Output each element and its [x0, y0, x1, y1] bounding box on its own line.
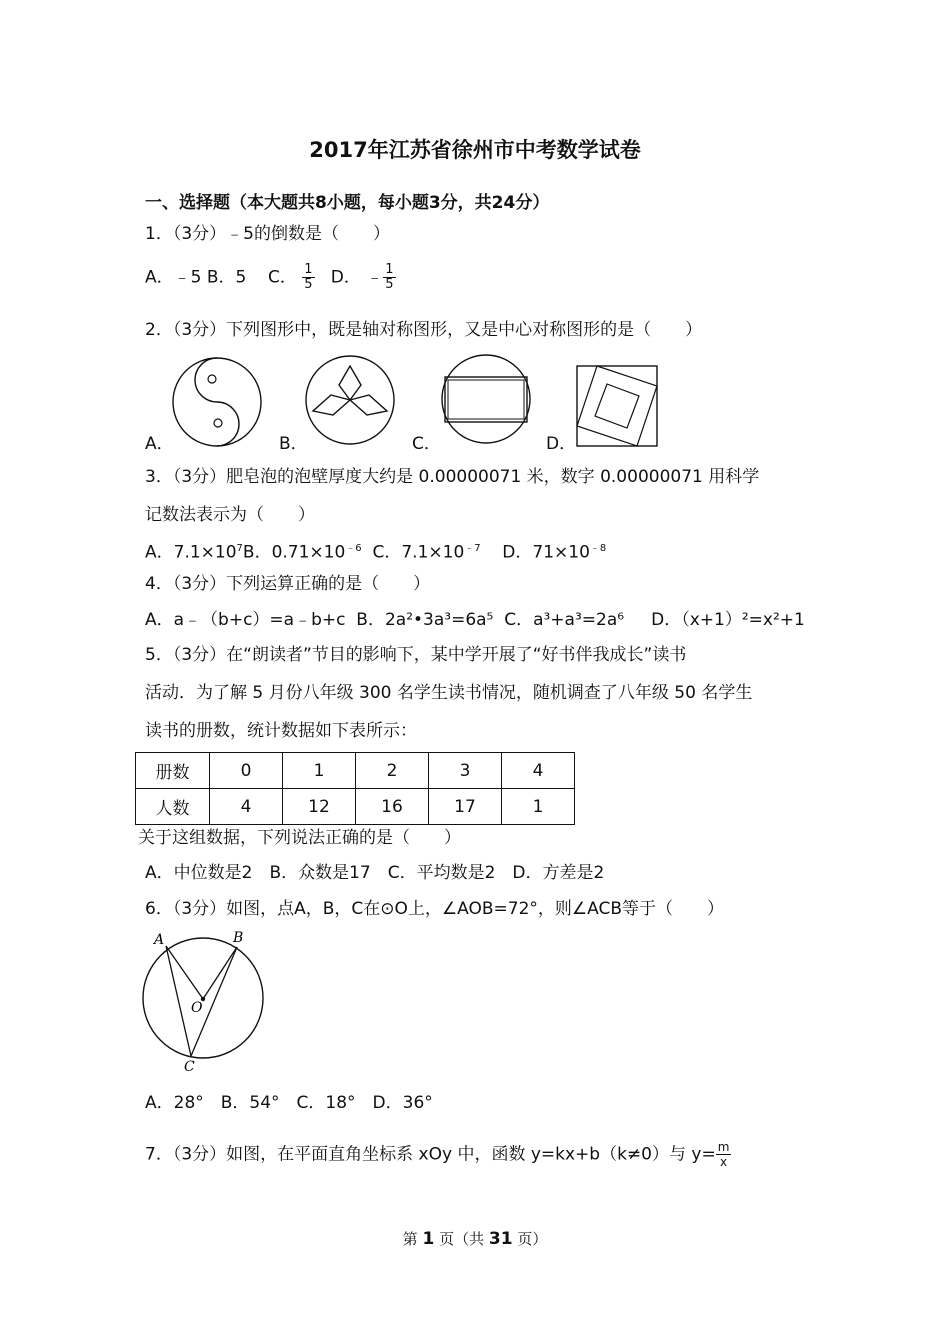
question-5-stem-line3: 读书的册数，统计数据如下表所示： [145, 721, 417, 741]
table-cell: 1 [502, 789, 575, 825]
q2-label-b: B． [279, 434, 308, 454]
q1-option-d: D． [330, 267, 361, 288]
table-cell: 人数 [136, 789, 210, 825]
section-heading: 一、选择题（本大题共8小题，每小题3分，共24分） [145, 193, 550, 213]
q1-option-c: C． [267, 267, 297, 288]
table-cell: 17 [429, 789, 502, 825]
table-cell: 4 [502, 753, 575, 789]
q3-option-a: A．7.1×10 [145, 542, 237, 563]
page-footer: 第 1 页（共 31 页） [402, 1229, 548, 1249]
table-cell: 12 [283, 789, 356, 825]
label-c: C [184, 1059, 195, 1075]
question-6-options: A．28° B．54° C．18° D．36° [145, 1093, 433, 1113]
q7-fraction: $\frac{m}{x}$ [717, 1140, 730, 1169]
label-o: O [191, 1000, 203, 1016]
table-cell: 4 [210, 789, 283, 825]
q1-option-b: B．5 [206, 267, 247, 288]
page-number: 1 [422, 1229, 435, 1249]
question-3-options: A．$7.1\times 10^7B$．$0.71\times 10^{﹣6}$ C．$7.1\times 10^{﹣7}$ D．$71\times 10^{﹣8}$ [145, 542, 607, 563]
question-5-stem-line1: 5．（3分）在“朗读者”节目的影响下，某中学开展了“好书伴我成长”读书 [145, 645, 687, 665]
question-3-stem-line1: 3．（3分）肥皂泡的泡壁厚度大约是 0.00000071 米，数字 0.00000071 用科学 [145, 467, 760, 487]
q3-option-b: B．0.71×10 [242, 542, 346, 563]
q1-fraction-d: $\frac{1}{5}$ [385, 262, 394, 292]
q4-option-c: C．a³+a³=2a⁶ [504, 610, 625, 630]
circle-rectangle-icon [439, 352, 534, 447]
three-diamond-icon [303, 353, 398, 448]
q4-option-b: B．2a²•3a³=6a⁵ [356, 610, 494, 630]
data-table [135, 752, 575, 825]
page-total: 31 [488, 1229, 513, 1249]
question-5-options: A．中位数是2 B．众数是17 C．平均数是2 D．方差是2 [145, 863, 605, 883]
table-cell: 16 [356, 789, 429, 825]
question-6-stem: 6．（3分）如图，点A，B，C在⊙O上，∠AOB=72°，则∠ACB等于（ ） [145, 899, 725, 919]
question-2-stem: 2．（3分）下列图形中，既是轴对称图形，又是中心对称图形的是（ ） [145, 320, 703, 340]
table-cell: 册数 [136, 753, 210, 789]
question-1-stem: 1．（3分）﹣5的倒数是（ ） [145, 224, 390, 244]
square-rotated-icon [574, 363, 660, 449]
q1-fraction-c: $\frac{1}{5}$ [304, 262, 313, 292]
q1-neg-sign: ﹣ [366, 267, 384, 288]
table-cell: 1 [283, 753, 356, 789]
q1-option-a: A．﹣5 [145, 267, 202, 288]
question-4-options [145, 608, 805, 632]
table-row [136, 753, 575, 789]
question-5-after: 关于这组数据，下列说法正确的是（ ） [138, 828, 461, 848]
question-1-options [145, 263, 396, 292]
yin-yang-icon [170, 355, 265, 450]
table-cell: 3 [429, 753, 502, 789]
q2-label-d: D． [546, 434, 577, 454]
q4-option-a: A．a﹣（b+c）=a﹣b+c [145, 610, 346, 630]
q3-option-d: D．71×10 [502, 542, 590, 563]
label-b: B [233, 930, 244, 946]
q3-option-c: C．7.1×10 [372, 542, 465, 563]
label-a: A [154, 932, 165, 948]
table-cell: 2 [356, 753, 429, 789]
question-4-stem: 4．（3分）下列运算正确的是（ ） [145, 574, 431, 594]
q2-label-c: C． [412, 434, 441, 454]
table-row [136, 789, 575, 825]
question-7-stem: 7．（3分）如图，在平面直角坐标系 xOy 中，函数 y=kx+b（k≠0）与 y= $\frac{m}{x}$ [145, 1140, 730, 1169]
q4-option-d: D．（x+1）²=x²+1 [651, 610, 805, 630]
page-title: 2017年江苏省徐州市中考数学试卷 [309, 138, 641, 162]
q2-label-a: A． [145, 434, 174, 454]
circle-diagram [135, 928, 275, 1076]
table-cell: 0 [210, 753, 283, 789]
question-5-stem-line2: 活动．为了解 5 月份八年级 300 名学生读书情况，随机调查了八年级 50 名学生 [145, 683, 753, 703]
question-3-stem-line2: 记数法表示为（ ） [145, 505, 315, 525]
